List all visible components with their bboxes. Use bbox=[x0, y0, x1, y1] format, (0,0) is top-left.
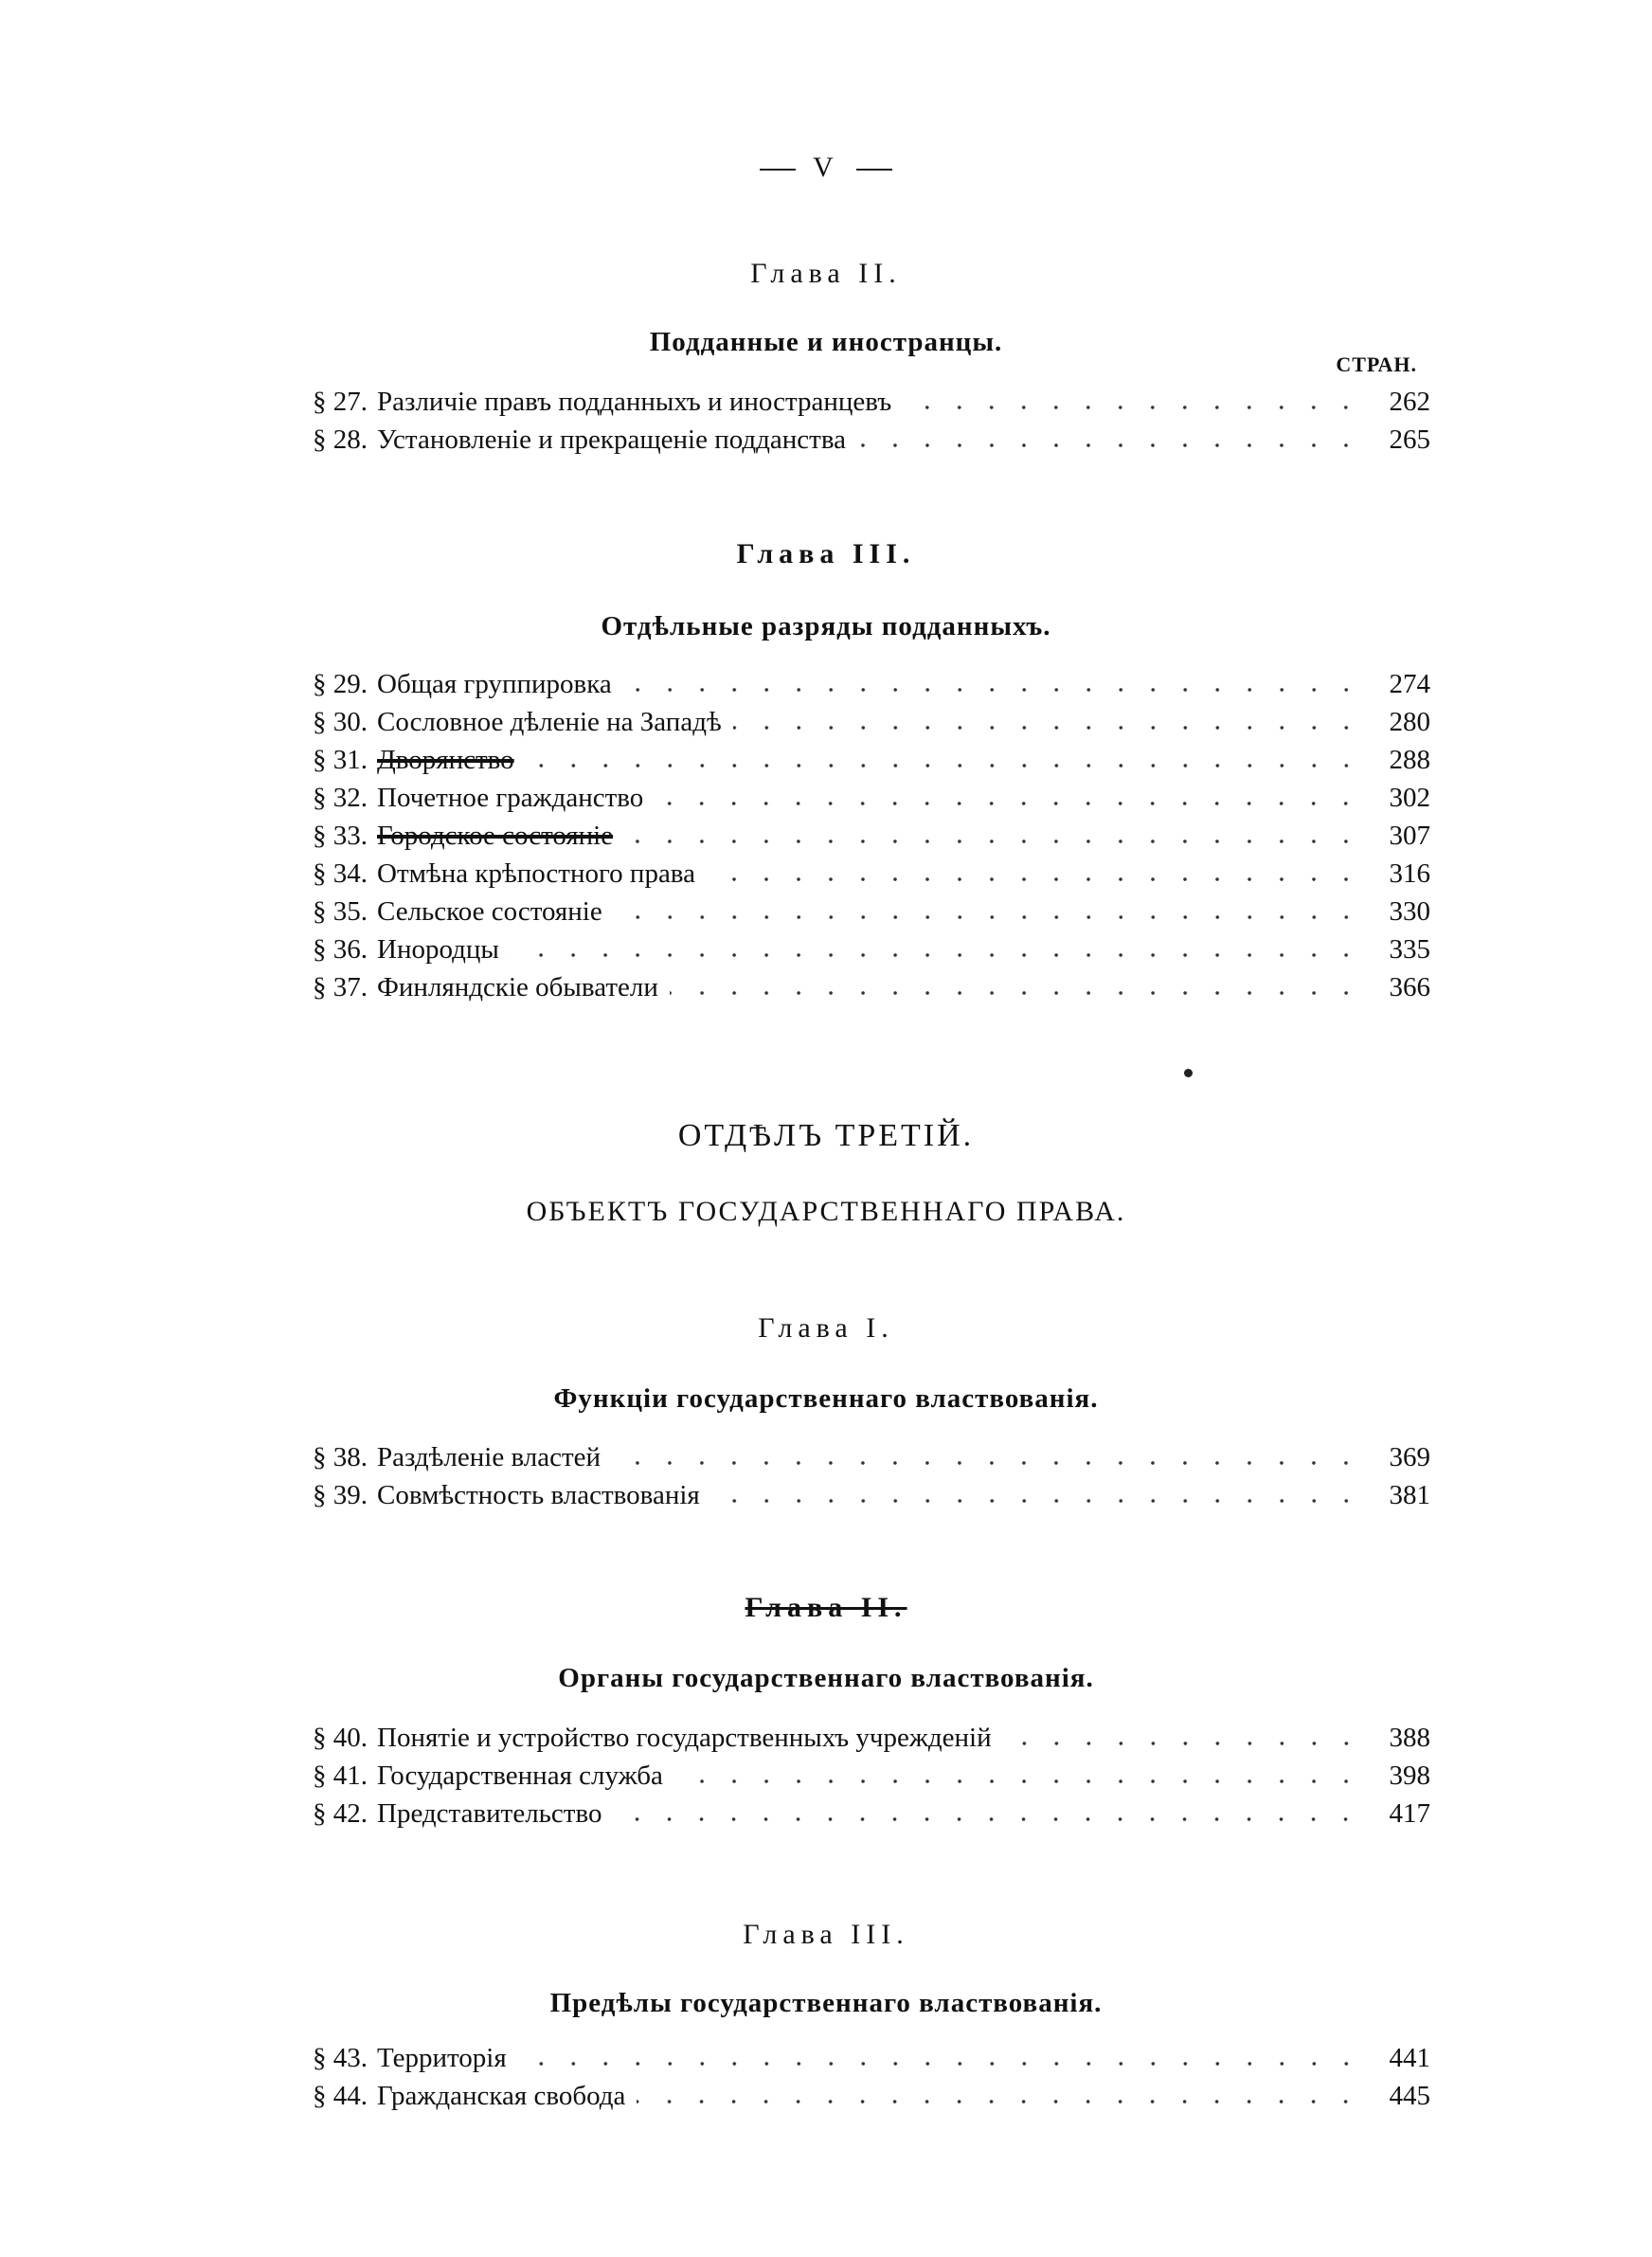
toc-entry bbox=[313, 741, 1430, 779]
section-title: Инородцы bbox=[377, 934, 499, 965]
toc-entry bbox=[313, 1795, 1430, 1833]
folio-dash-left bbox=[760, 169, 796, 171]
dot-leader bbox=[670, 990, 1362, 996]
section-title: Государственная служба bbox=[377, 1760, 663, 1791]
dot-leader bbox=[733, 725, 1362, 731]
section-title: Сельское состояніе bbox=[377, 896, 602, 927]
chapter-heading: Предѣлы государственнаго властвованія. bbox=[549, 1988, 1103, 2018]
dot-leader bbox=[518, 2061, 1362, 2067]
section-number: § 38. bbox=[313, 1442, 368, 1472]
toc-list bbox=[313, 383, 1430, 459]
page-number: 262 bbox=[1389, 387, 1430, 417]
toc-entry bbox=[313, 893, 1430, 930]
section-title: Гражданская свобода bbox=[377, 2081, 626, 2111]
ink-dot bbox=[1184, 1069, 1193, 1077]
section-number: § 27. bbox=[313, 387, 368, 417]
page-number: 335 bbox=[1389, 934, 1430, 965]
toc-entry bbox=[313, 383, 1430, 421]
section-title: Раздѣленіе властей bbox=[377, 1442, 602, 1472]
section-number: § 29. bbox=[313, 669, 368, 699]
toc-entry bbox=[313, 1719, 1430, 1757]
section-number: § 41. bbox=[313, 1760, 368, 1791]
dot-leader bbox=[614, 914, 1362, 920]
section-number: § 28. bbox=[313, 424, 368, 455]
toc-list bbox=[313, 2039, 1430, 2115]
toc-entry bbox=[313, 968, 1430, 1006]
page-number: 302 bbox=[1389, 783, 1430, 813]
section-number: § 37. bbox=[313, 972, 368, 1002]
section-number: § 34. bbox=[313, 858, 368, 889]
page-number: 441 bbox=[1389, 2043, 1430, 2073]
dot-leader bbox=[613, 1816, 1362, 1822]
page-number: 445 bbox=[1389, 2081, 1430, 2111]
page-number: 398 bbox=[1389, 1760, 1430, 1791]
folio-number: V bbox=[813, 152, 839, 183]
toc-entry bbox=[313, 1476, 1430, 1514]
page-number: 369 bbox=[1389, 1442, 1430, 1472]
chapter-heading: Функціи государственнаго властвованія. bbox=[553, 1383, 1099, 1414]
part-subtitle: ОБЪЕКТЪ ГОСУДАРСТВЕННАГО ПРАВА. bbox=[526, 1196, 1126, 1227]
chapter-heading: Отдѣльные разряды подданныхъ. bbox=[601, 611, 1051, 641]
dot-leader bbox=[903, 405, 1362, 410]
toc-entry bbox=[313, 817, 1430, 855]
toc-entry bbox=[313, 779, 1430, 817]
section-title: Финляндскіе обыватели bbox=[377, 972, 658, 1002]
part-title: ОТДѢЛЪ ТРЕТІЙ. bbox=[677, 1118, 975, 1153]
toc-entry bbox=[313, 1438, 1430, 1476]
toc-entry bbox=[313, 703, 1430, 741]
page-number: 316 bbox=[1389, 858, 1430, 889]
dot-leader bbox=[707, 876, 1362, 882]
section-title: Дворянство bbox=[377, 745, 514, 775]
chapter-title: Глава II. bbox=[750, 258, 902, 289]
dot-leader bbox=[674, 1779, 1362, 1784]
dot-leader bbox=[711, 1498, 1362, 1504]
chapter-title: Глава I. bbox=[758, 1312, 894, 1344]
section-title: Различіе правъ подданныхъ и иностранцевъ bbox=[377, 387, 892, 417]
toc-list bbox=[313, 1719, 1430, 1833]
chapter-title bbox=[0, 1592, 1652, 1624]
page-number: 307 bbox=[1389, 821, 1430, 851]
section-number: § 35. bbox=[313, 896, 368, 927]
folio-dash-right bbox=[856, 169, 892, 171]
page-folio bbox=[0, 152, 1652, 184]
toc-entry bbox=[313, 665, 1430, 703]
section-title: Почетное гражданство bbox=[377, 783, 644, 813]
toc-entry bbox=[313, 930, 1430, 968]
section-title: Отмѣна крѣпостного права bbox=[377, 858, 695, 889]
dot-leader bbox=[857, 442, 1362, 448]
section-title: Территорія bbox=[377, 2043, 507, 2073]
section-number: § 31. bbox=[313, 745, 368, 775]
dot-leader bbox=[612, 1460, 1362, 1466]
toc-entry bbox=[313, 2077, 1430, 2115]
section-title: Сословное дѣленіе на Западѣ bbox=[377, 707, 722, 737]
page-number: 288 bbox=[1389, 745, 1430, 775]
page-number: 280 bbox=[1389, 707, 1430, 737]
dot-leader bbox=[655, 801, 1362, 806]
section-title: Установленіе и прекращеніе подданства bbox=[377, 424, 847, 455]
chapter-heading: Подданные и иностранцы. bbox=[649, 327, 1003, 357]
toc-list bbox=[313, 665, 1430, 1006]
dot-leader bbox=[526, 763, 1362, 768]
chapter-title: Глава III. bbox=[736, 538, 916, 569]
chapter-title: Глава III. bbox=[743, 1919, 909, 1950]
chapter-title-text: Глава II. bbox=[745, 1592, 907, 1623]
toc-entry bbox=[313, 2039, 1430, 2077]
chapter-heading: Органы государственнаго властвованія. bbox=[558, 1663, 1094, 1693]
page-number: 417 bbox=[1389, 1798, 1430, 1829]
section-number: § 36. bbox=[313, 934, 368, 965]
toc-entry bbox=[313, 1757, 1430, 1795]
page-number: 388 bbox=[1389, 1723, 1430, 1753]
page-number: 381 bbox=[1389, 1480, 1430, 1510]
toc-entry bbox=[313, 421, 1430, 459]
section-number: § 40. bbox=[313, 1723, 368, 1753]
dot-leader bbox=[511, 952, 1362, 958]
section-title: Представительство bbox=[377, 1798, 602, 1829]
section-number: § 32. bbox=[313, 783, 368, 813]
section-number: § 44. bbox=[313, 2081, 368, 2111]
dot-leader bbox=[637, 2099, 1362, 2104]
toc-list bbox=[313, 1438, 1430, 1514]
page-number: 265 bbox=[1389, 424, 1430, 455]
dot-leader bbox=[623, 687, 1362, 693]
dot-leader bbox=[1003, 1741, 1362, 1746]
dot-leader bbox=[624, 839, 1362, 844]
section-number: § 39. bbox=[313, 1480, 368, 1510]
section-number: § 43. bbox=[313, 2043, 368, 2073]
section-title: Совмѣстность властвованія bbox=[377, 1480, 700, 1510]
page-number: 366 bbox=[1389, 972, 1430, 1002]
section-number: § 30. bbox=[313, 707, 368, 737]
section-title: Общая группировка bbox=[377, 669, 612, 699]
page-number: 274 bbox=[1389, 669, 1430, 699]
section-number: § 33. bbox=[313, 821, 368, 851]
section-title: Городское состояніе bbox=[377, 821, 614, 851]
section-title: Понятіе и устройство государственныхъ учрежденій bbox=[377, 1723, 992, 1753]
page-number: 330 bbox=[1389, 896, 1430, 927]
toc-entry bbox=[313, 855, 1430, 893]
section-number: § 42. bbox=[313, 1798, 368, 1829]
page-column-label: СТРАН. bbox=[1336, 352, 1417, 376]
